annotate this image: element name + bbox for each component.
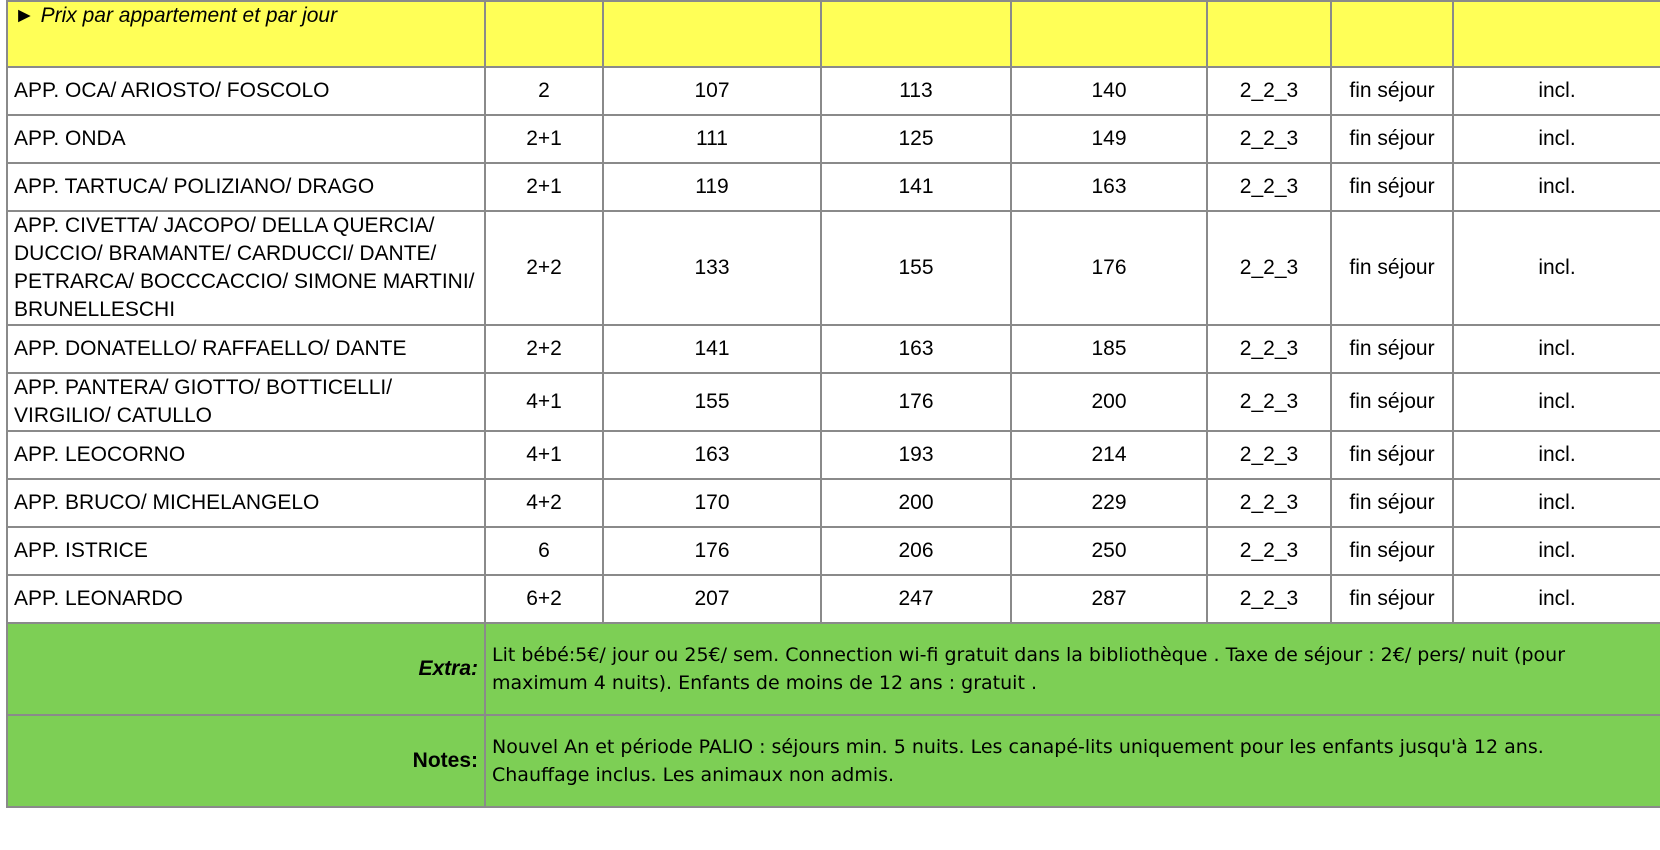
- code-cell: 2_2_3: [1207, 163, 1331, 211]
- included-cell: incl.: [1453, 373, 1660, 431]
- apartment-name-cell: [7, 67, 485, 115]
- capacity-cell: 6: [485, 527, 603, 575]
- included-cell: incl.: [1453, 211, 1660, 325]
- included-cell: incl.: [1453, 163, 1660, 211]
- capacity-cell: 6+2: [485, 575, 603, 623]
- code-cell: 2_2_3: [1207, 325, 1331, 373]
- price-mid-cell: 141: [821, 163, 1011, 211]
- price-high-cell: 214: [1011, 431, 1207, 479]
- capacity-cell: 2+2: [485, 325, 603, 373]
- code-cell: 2_2_3: [1207, 115, 1331, 163]
- apartment-name-cell: [7, 575, 485, 623]
- price-table: [6, 0, 1660, 808]
- header-cell: [1207, 1, 1331, 67]
- cleaning-cell: fin séjour: [1331, 431, 1453, 479]
- apartment-name-cell: [7, 163, 485, 211]
- apartment-name-cell: [7, 527, 485, 575]
- apartment-name: APP. LEONARDO: [14, 587, 183, 610]
- price-low-cell: 111: [603, 115, 821, 163]
- extra-label: Extra:: [7, 623, 485, 715]
- price-low-cell: 176: [603, 527, 821, 575]
- price-mid-cell: 155: [821, 211, 1011, 325]
- price-high-cell: 140: [1011, 67, 1207, 115]
- extra-text: [485, 623, 1660, 715]
- cleaning-cell: fin séjour: [1331, 479, 1453, 527]
- capacity-cell: 2+1: [485, 163, 603, 211]
- table-row: [7, 115, 1660, 163]
- included-cell: incl.: [1453, 67, 1660, 115]
- notes-text: [485, 715, 1660, 807]
- apartment-name: APP. PANTERA/ GIOTTO/ BOTTICELLI/: [14, 376, 393, 399]
- table-row: [7, 575, 1660, 623]
- price-low-cell: 133: [603, 211, 821, 325]
- price-high-cell: 176: [1011, 211, 1207, 325]
- cleaning-cell: fin séjour: [1331, 527, 1453, 575]
- included-cell: incl.: [1453, 431, 1660, 479]
- capacity-cell: 4+2: [485, 479, 603, 527]
- capacity-cell: 2+2: [485, 211, 603, 325]
- price-low-cell: 141: [603, 325, 821, 373]
- apartment-name: APP. LEOCORNO: [14, 443, 186, 466]
- code-cell: 2_2_3: [1207, 575, 1331, 623]
- included-cell: incl.: [1453, 527, 1660, 575]
- header-cell: [1331, 1, 1453, 67]
- table-row: [7, 431, 1660, 479]
- apartment-name: APP. BRUCO/ MICHELANGELO: [14, 491, 320, 514]
- table-body: [7, 1, 1660, 623]
- price-mid-cell: 206: [821, 527, 1011, 575]
- apartment-name: APP. ISTRICE: [14, 539, 148, 562]
- price-mid-cell: 193: [821, 431, 1011, 479]
- capacity-cell: 2: [485, 67, 603, 115]
- apartment-name: VIRGILIO/ CATULLO: [14, 404, 212, 427]
- apartment-name: PETRARCA/ BOCCCACCIO/ SIMONE MARTINI/: [14, 270, 475, 293]
- header-cell: [485, 1, 603, 67]
- apartment-name: APP. TARTUCA/ POLIZIANO/ DRAGO: [14, 175, 375, 198]
- cleaning-cell: fin séjour: [1331, 211, 1453, 325]
- price-high-cell: 163: [1011, 163, 1207, 211]
- table-row: [7, 373, 1660, 431]
- apartment-name: APP. OCA/ ARIOSTO/ FOSCOLO: [14, 79, 330, 102]
- price-high-cell: 149: [1011, 115, 1207, 163]
- notes-row: [7, 715, 1660, 807]
- cleaning-cell: fin séjour: [1331, 115, 1453, 163]
- table-row: [7, 479, 1660, 527]
- header-cell: [603, 1, 821, 67]
- table-footer: [7, 623, 1660, 807]
- header-cell: [1011, 1, 1207, 67]
- code-cell: 2_2_3: [1207, 479, 1331, 527]
- notes-label: Notes:: [7, 715, 485, 807]
- cleaning-cell: fin séjour: [1331, 67, 1453, 115]
- apartment-name-cell: [7, 325, 485, 373]
- cleaning-cell: fin séjour: [1331, 325, 1453, 373]
- apartment-name-cell: [7, 115, 485, 163]
- apartment-name-cell: [7, 373, 485, 431]
- table-row: [7, 211, 1660, 325]
- price-low-cell: 155: [603, 373, 821, 431]
- notes-line: Nouvel An et période PALIO : séjours min. 5 nuits. Les canapé-lits uniquement pour les enfants jusqu'à 12 ans.: [492, 736, 1544, 758]
- capacity-cell: 4+1: [485, 373, 603, 431]
- price-high-cell: 185: [1011, 325, 1207, 373]
- header-row: [7, 1, 1660, 67]
- table-row: [7, 527, 1660, 575]
- price-mid-cell: 113: [821, 67, 1011, 115]
- included-cell: incl.: [1453, 115, 1660, 163]
- apartment-name: APP. DONATELLO/ RAFFAELLO/ DANTE: [14, 337, 407, 360]
- apartment-name-cell: [7, 479, 485, 527]
- extra-row: [7, 623, 1660, 715]
- price-mid-cell: 163: [821, 325, 1011, 373]
- header-cell: [1453, 1, 1660, 67]
- code-cell: 2_2_3: [1207, 527, 1331, 575]
- header-cell: [821, 1, 1011, 67]
- capacity-cell: 4+1: [485, 431, 603, 479]
- apartment-name: APP. ONDA: [14, 127, 126, 150]
- apartment-name: DUCCIO/ BRAMANTE/ CARDUCCI/ DANTE/: [14, 242, 437, 265]
- extra-line: maximum 4 nuits). Enfants de moins de 12 ans : gratuit .: [492, 672, 1037, 694]
- apartment-name-cell: [7, 431, 485, 479]
- table-title: ► Prix par appartement et par jour: [7, 1, 485, 67]
- code-cell: 2_2_3: [1207, 431, 1331, 479]
- price-high-cell: 287: [1011, 575, 1207, 623]
- cleaning-cell: fin séjour: [1331, 575, 1453, 623]
- price-high-cell: 229: [1011, 479, 1207, 527]
- code-cell: 2_2_3: [1207, 211, 1331, 325]
- extra-line: Lit bébé:5€/ jour ou 25€/ sem. Connection wi-fi gratuit dans la bibliothèque . Taxe de séjour : 2€/ pers/ nuit (pour: [492, 644, 1566, 666]
- code-cell: 2_2_3: [1207, 67, 1331, 115]
- price-high-cell: 200: [1011, 373, 1207, 431]
- price-mid-cell: 125: [821, 115, 1011, 163]
- price-low-cell: 170: [603, 479, 821, 527]
- price-mid-cell: 200: [821, 479, 1011, 527]
- included-cell: incl.: [1453, 575, 1660, 623]
- capacity-cell: 2+1: [485, 115, 603, 163]
- cleaning-cell: fin séjour: [1331, 163, 1453, 211]
- price-low-cell: 207: [603, 575, 821, 623]
- table-row: [7, 325, 1660, 373]
- price-mid-cell: 176: [821, 373, 1011, 431]
- apartment-name-cell: [7, 211, 485, 325]
- table-row: [7, 163, 1660, 211]
- included-cell: incl.: [1453, 325, 1660, 373]
- price-high-cell: 250: [1011, 527, 1207, 575]
- table-row: [7, 67, 1660, 115]
- price-mid-cell: 247: [821, 575, 1011, 623]
- cleaning-cell: fin séjour: [1331, 373, 1453, 431]
- price-low-cell: 119: [603, 163, 821, 211]
- price-low-cell: 107: [603, 67, 821, 115]
- code-cell: 2_2_3: [1207, 373, 1331, 431]
- apartment-name: APP. CIVETTA/ JACOPO/ DELLA QUERCIA/: [14, 214, 435, 237]
- price-low-cell: 163: [603, 431, 821, 479]
- notes-line: Chauffage inclus. Les animaux non admis.: [492, 764, 895, 786]
- apartment-name: BRUNELLESCHI: [14, 298, 176, 321]
- included-cell: incl.: [1453, 479, 1660, 527]
